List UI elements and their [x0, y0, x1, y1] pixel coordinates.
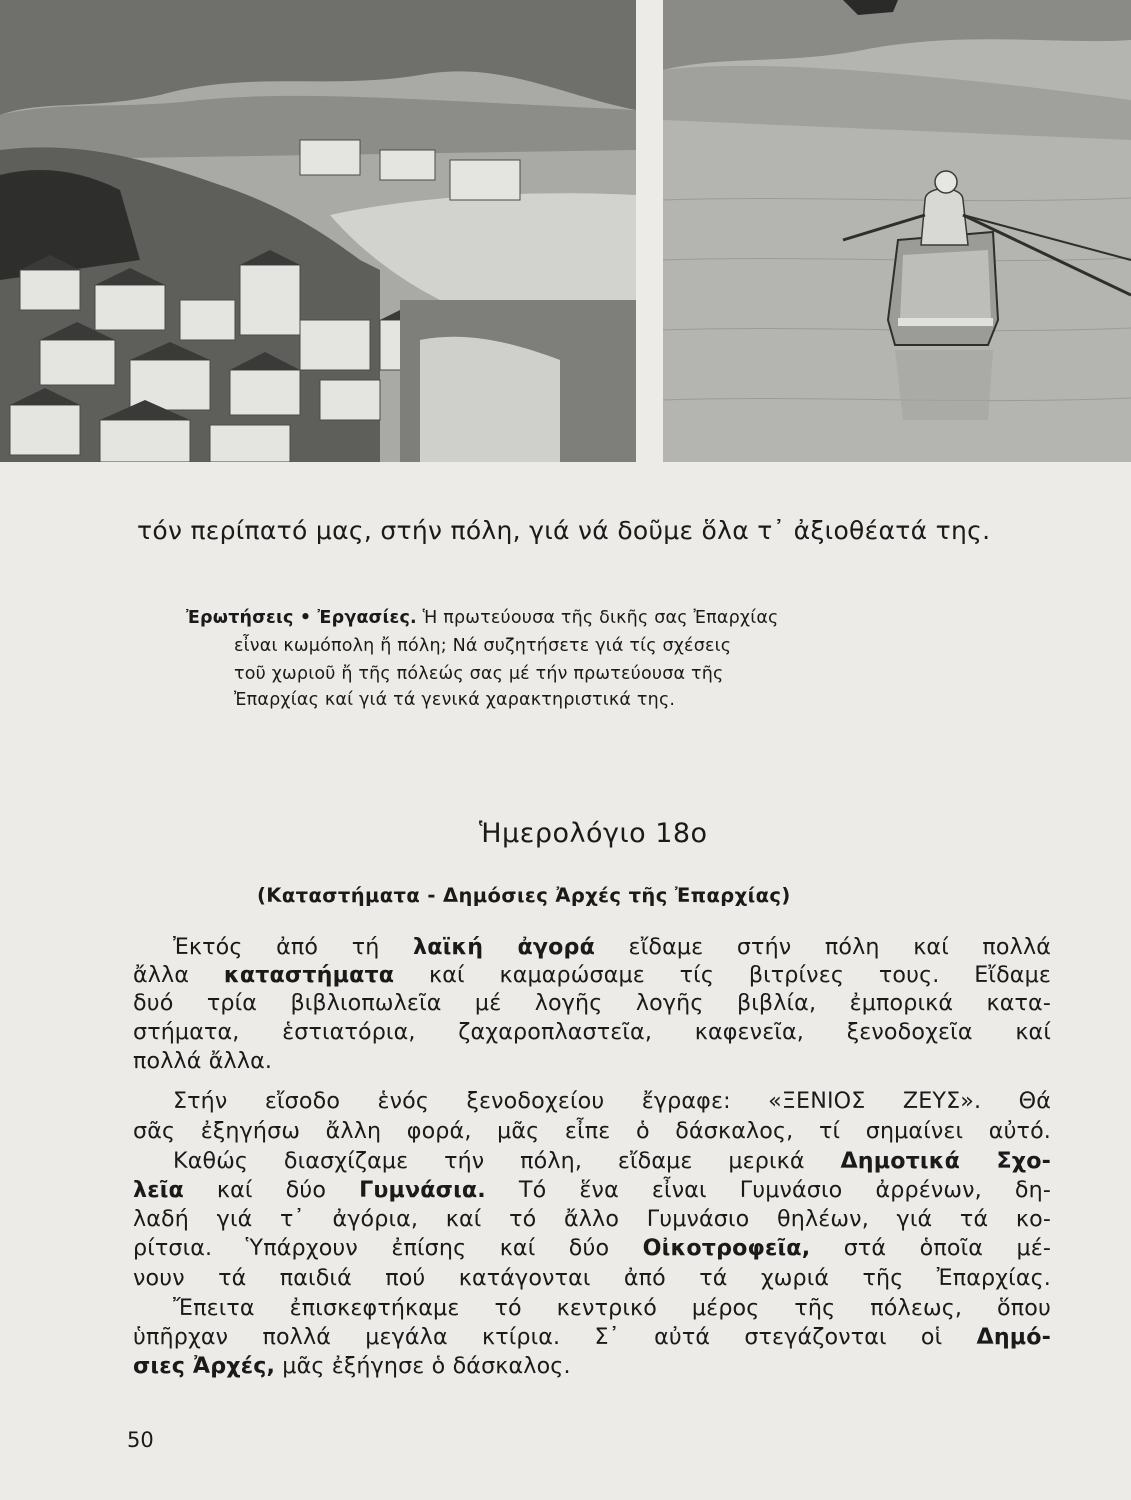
keyword-gymnasia: Γυμνάσια. [359, 1177, 486, 1203]
keyword-laiki-agora: λαϊκή ἀγορά [413, 934, 595, 960]
body-text: ἄλλα [133, 962, 224, 988]
body-line: στήματα, ἑστιατόρια, ζαχαροπλαστεῖα, καφενεῖα, ξενοδοχεῖα καί [133, 1019, 1051, 1045]
keyword-dimosies-arches: Δημό- [976, 1324, 1051, 1350]
keyword-scholeia-end: λεῖα [133, 1177, 184, 1203]
keyword-katastimata: καταστήματα [223, 962, 395, 988]
body-line: λαδή γιά τ᾿ ἀγόρια, καί τό ἄλλο Γυμνάσιο θηλέων, γιά τά κο- [133, 1206, 1051, 1232]
body-text: καί καμαρώσαμε τίς βιτρίνες τους. Εἴδαμε [394, 962, 1051, 988]
questions-line-1 [186, 608, 779, 628]
intro-sentence: τόν περίπατό μας, στήν πόλη, γιά νά δοῦμε ὅλα τ᾿ ἀξιοθέατά της. [137, 516, 991, 545]
body-text: εἴδαμε στήν πόλη καί πολλά [594, 934, 1051, 960]
body-text: Τό ἕνα εἶναι Γυμνάσιο ἀρρένων, δη- [485, 1177, 1051, 1203]
body-text: μᾶς ἐξήγησε ὁ δάσκαλος. [275, 1353, 571, 1379]
body-line: Στήν εἴσοδο ἑνός ξενοδοχείου ἔγραφε: «ΞΕΝΙΟΣ ΖΕΥΣ». Θά [173, 1088, 1051, 1114]
keyword-dimotika-scholeia: Δημοτικά Σχο- [840, 1148, 1051, 1174]
body-text: ὑπῆρχαν πολλά μεγάλα κτίρια. Σ᾿ αὐτά στεγάζονται οἱ [133, 1324, 977, 1350]
keyword-dimosies-arches-end: σιες Ἀρχές, [133, 1353, 276, 1379]
body-line: σᾶς ἐξηγήσω ἄλλη φορά, μᾶς εἶπε ὁ δάσκαλος, τί σημαίνει αὐτό. [133, 1118, 1051, 1144]
body-text: ρίτσια. Ὑπάρχουν ἐπίσης καί δύο [133, 1235, 643, 1261]
questions-text-1: Ἡ πρωτεύουσα τῆς δικῆς σας Ἐπαρχίας [422, 608, 779, 628]
body-line [133, 1324, 1051, 1350]
diary-subtitle: (Καταστήματα - Δημόσιες Ἀρχές τῆς Ἐπαρχίας) [257, 884, 791, 907]
body-text: Καθώς διασχίζαμε τήν πόλη, εἴδαμε μερικά [173, 1148, 841, 1174]
body-text: καί δύο [183, 1177, 360, 1203]
page-number: 50 [127, 1428, 154, 1452]
body-line [173, 1148, 1051, 1174]
body-line [173, 934, 1051, 960]
body-line [133, 1235, 1051, 1261]
body-line: Ἔπειτα ἐπισκεφτήκαμε τό κεντρικό μέρος τῆς πόλεως, ὅπου [173, 1295, 1051, 1321]
body-line [133, 1353, 1011, 1379]
photo-gutter [636, 0, 663, 462]
keyword-oikotrofeia: Οἰκοτροφεῖα, [642, 1235, 811, 1261]
body-line [133, 1177, 1051, 1203]
body-line [133, 962, 1051, 988]
body-text: στά ὁποῖα μέ- [810, 1235, 1052, 1261]
questions-line-3: τοῦ χωριοῦ ἤ τῆς πόλεώς σας μέ τήν πρωτεύουσα τῆς [234, 664, 724, 684]
harbor-town-photo [0, 0, 636, 462]
body-line: νουν τά παιδιά πού κατάγονται ἀπό τά χωριά τῆς Ἐπαρχίας. [133, 1265, 1051, 1291]
questions-heading: Ἐρωτήσεις • Ἐργασίες. [186, 608, 417, 628]
body-text: Ἐκτός ἀπό τή [173, 934, 414, 960]
rowboat-photo [663, 0, 1131, 462]
body-line: δυό τρία βιβλιοπωλεῖα μέ λογῆς λογῆς βιβλία, ἐμπορικά κατα- [133, 990, 1051, 1016]
questions-line-4: Ἐπαρχίας καί γιά τά γενικά χαρακτηριστικά της. [234, 690, 676, 710]
questions-line-2: εἶναι κωμόπολη ἤ πόλη; Νά συζητήσετε γιά τίς σχέσεις [234, 636, 732, 656]
diary-title: Ἡμερολόγιο 18ο [479, 818, 708, 849]
body-line: πολλά ἄλλα. [133, 1048, 273, 1074]
